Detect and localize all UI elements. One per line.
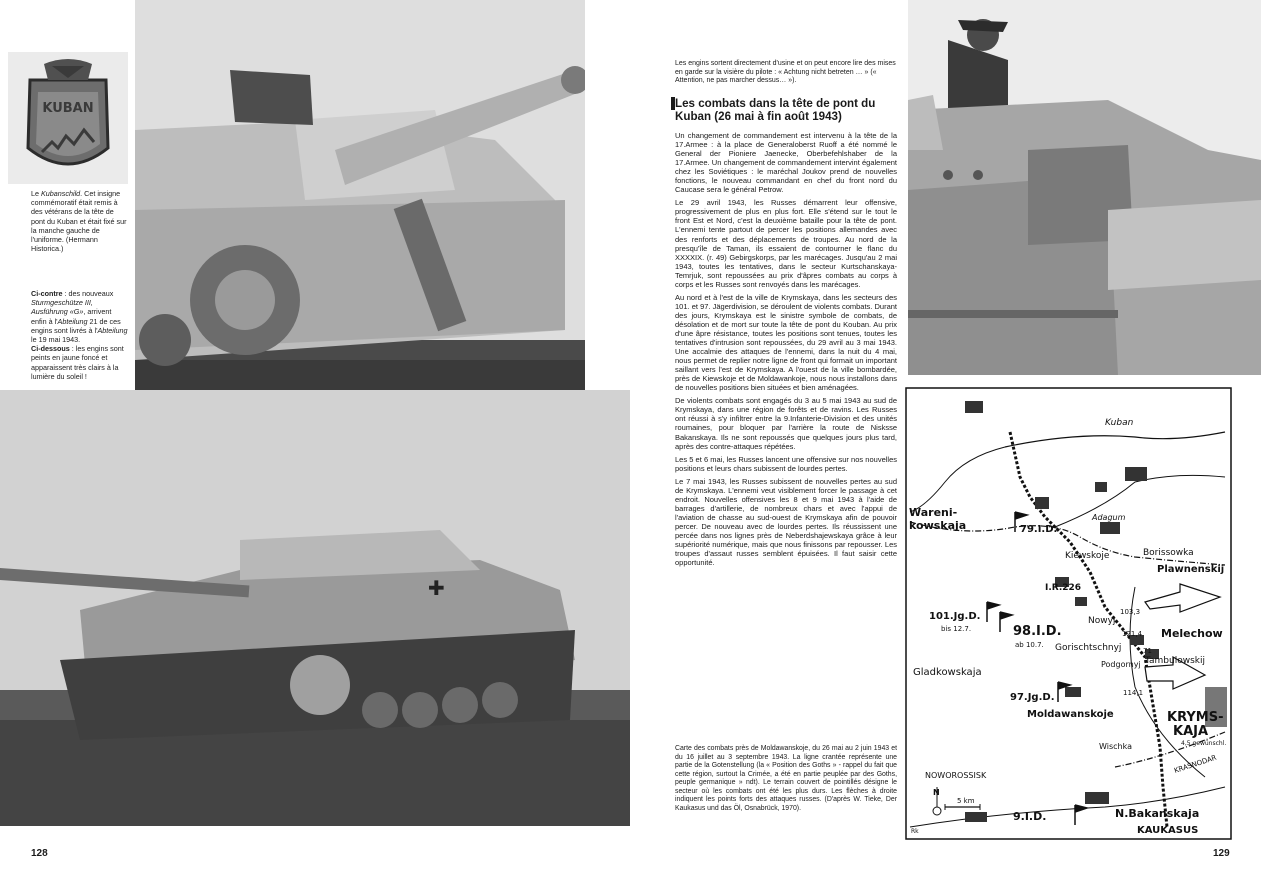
map-label-97jgd: 97.Jg.D. bbox=[1010, 692, 1055, 703]
map-label-wareni: Wareni- bbox=[909, 506, 958, 519]
paragraph: Un changement de commandement est intervenu à la tête de la 17.Armee : à la place de Generaloberst Ruoff a été nommé le General der Pioniere Jaenecke, Oberbefehlshaber de la 17.Armee. Un changement de commandement intervint également chez les Soviétiques : le maréchal Joukov prend de nouvelles fonctions, le nouveau commandant en chef du front nord du Caucase sera le général Petrow. bbox=[675, 131, 897, 195]
map-label-moldawanskoje: Moldawanskoje bbox=[1027, 709, 1114, 720]
map-caption: Carte des combats près de Moldawanskoje, du 26 mai au 2 juin 1943 et du 16 juillet au 3 septembre 1943. La ligne crantée représente une partie de la Gotenstellung (la « Position des Goths » - rappel du fait que cette région, surtout la Crimée, a été en partie peuplée par des Goths, peuple germanique » ndt). Le terrain couvert de pointillés désigne le secteur où les combats ont été les plus durs. Les flèches à droite indiquent les points forts des attaques russes. (D'après W. Tieke, Der Kaukasus und das Öl, Osnabrück, 1970). bbox=[675, 745, 897, 812]
map-label-kiewskoje: Kiewskoje bbox=[1065, 551, 1110, 561]
map-label-1214: 121,4 bbox=[1122, 630, 1143, 638]
paragraph: Le 7 mai 1943, les Russes subissent de nouvelles pertes au sud de Krymskaya. L'ennemi veut visiblement forcer le passage à cet endroit. Nouvelles offensives les 8 et 9 mai 1943 à l'aide de barrages d'artillerie, de nombreux chars et avec l'appui de l'aviation de chasse au sud-ouest de Krymskaya afin de pouvoir percer. De nouveau avec de lourdes pertes. Ils réussissent une percée dans nos lignes près de Neberdshajewskaya grâce à leur supériorité numérique, mais que nous finissons par repousser. Les troupes d'assaut russes semblent épuisées. Il faut saisir cette opportunité. bbox=[675, 476, 897, 568]
map-label-scale: 5 km bbox=[957, 797, 975, 805]
map-label-71: 71 bbox=[1143, 647, 1152, 655]
map-label-1141: 114,1 bbox=[1123, 689, 1144, 697]
map-label-9id: 9.I.D. bbox=[1013, 810, 1047, 823]
map-label-wischka: Wischka bbox=[1099, 742, 1132, 751]
map-label-krasnodar: KRASNODAR bbox=[1173, 753, 1218, 775]
battle-map bbox=[905, 387, 1232, 840]
map-label-nowyj: Nowyj bbox=[1088, 616, 1116, 626]
map-label-101jgd: 101.Jg.D. bbox=[929, 611, 981, 622]
map-label-gladkowskaja: Gladkowskaja bbox=[913, 667, 982, 678]
map-label-plawnenskij: Plawnenskij bbox=[1157, 564, 1225, 575]
page-number-right: 129 bbox=[1213, 848, 1230, 859]
map-label-initials: Rk bbox=[911, 828, 919, 835]
map-label-adagum: Adagum bbox=[1092, 513, 1126, 522]
map-label-98id: 98.I.D. bbox=[1013, 624, 1062, 639]
map-label-79id: 79.I.D. bbox=[1020, 524, 1058, 535]
section-heading: Les combats dans la tête de pont du Kuban (26 mai à fin août 1943) bbox=[675, 97, 897, 123]
map-label-bakanskaja: N.Bakanskaja bbox=[1115, 807, 1200, 820]
map-label-ab107: ab 10.7. bbox=[1015, 641, 1044, 649]
stug-photo-bottom bbox=[0, 390, 630, 826]
map-label-noworossisk: NOWOROSSISK bbox=[925, 771, 987, 780]
map-label-kuban: Kuban bbox=[1105, 418, 1134, 428]
map-label-tambulowskij: Tambulowskij bbox=[1145, 656, 1205, 666]
map-label-kowskaja: kowskaja bbox=[909, 519, 967, 532]
map-label-podgornyj: Podgornyj bbox=[1101, 660, 1141, 669]
map-label-krymskaja-1: KRYMS- bbox=[1167, 710, 1224, 725]
paragraph: Les 5 et 6 mai, les Russes lancent une offensive sur nos nouvelles positions et leurs chars subissent de lourdes pertes. bbox=[675, 454, 897, 473]
map-label-melechow: Melechow bbox=[1161, 627, 1223, 640]
map-label-krymskaja-2: KAJA bbox=[1173, 724, 1209, 739]
article-body bbox=[675, 131, 897, 571]
page-number-left: 128 bbox=[31, 848, 48, 859]
map-label-ir226: I.R.226 bbox=[1045, 583, 1082, 593]
paragraph: Au nord et à l'est de la ville de Krymskaya, dans les secteurs des 101. et 97. Jägerdivision, se déroulent de violents combats. Durant des jours, Krymskaya est le sinistre symbole de combats, de désolation et de mort sur toute la tête de pont du Kouban. Au prix d'une âpre résistance, toutes les positions sont tenues, toutes les tentatives d'intrusion sont repoussées, du 29 avril au 3 mai 1943. Une accalmie des attaques de l'ennemi, dans la nuit du 4 mai, nous permet de replier notre ligne de front qui formait un important saillant vers l'est de Krymskaya. A l'ouest de la ville bombardée, près de Kiewskoje et de Moldawankoje, nous nous installons dans de nouvelles positions bien situées et bien aménagées. bbox=[675, 292, 897, 393]
paragraph: Le 29 avril 1943, les Russes démarrent leur offensive, progressivement de plus en plus fort. Elle s'étend sur le tout le front Est et Nord, c'est la deuxième bataille pour la tête de pont. L'ennemi tente partout de percer les positions allemandes avec des renforts et des déplacements de troupes. Au nord de la presqu'île de Taman, ils essaient de contourner le flanc du XXXXIX. (r. 49) Gebirgskorps, par les marécages. Jusqu'au 2 mai 1943, toutes les tentatives, dans le secteur Kurtschanskaya-Temrjuk, sont repoussées au prix d'âpres combats au corps à corps et les Russes sont renvoyés dans les marécages. bbox=[675, 198, 897, 289]
map-label-gorischtschnyj: Gorischtschnyj bbox=[1055, 643, 1122, 653]
kubanschild-photo bbox=[8, 52, 128, 184]
photo-caption: Ci-contre : des nouveaux Sturmgeschütze III, Ausführung «G», arrivent enfin à l'Abteilung 21 de ces engins sont livrés à l'Abteilung le 19 mai 1943. Ci-dessous : les engins sont peints en jaune foncé et apparaissent très clairs à la lumière du soleil ! bbox=[31, 289, 128, 381]
map-label-bis127: bis 12.7. bbox=[941, 625, 972, 633]
paragraph: De violents combats sont engagés du 3 au 5 mai 1943 au sud de Krymskaya, dans une région de forêts et de ravins. Les Russes ont réussi à s'y infiltrer entre la 9.Infanterie-Division et des unités roumaines, pour bloquer par l'arrière la route de Nisksse Bakanskaya. Ils ne sont repoussés que quelques jours plus tard, après des contre-attaques répétées. bbox=[675, 396, 897, 451]
kubanschild-caption: Le Kubanschild. Cet insigne commémoratif était remis à des vétérans de la tête de pont du Kuban et était fixé sur la manche gauche de l'uniforme. (Hermann Historica.) bbox=[31, 189, 127, 254]
map-label-kaukasus: KAUKASUS bbox=[1137, 825, 1199, 836]
map-label-45km: 4,5 gewünschl. bbox=[1181, 740, 1227, 747]
svg-text:✚: ✚ bbox=[428, 576, 445, 600]
stug-crew-photo bbox=[908, 0, 1261, 375]
map-label-north: N bbox=[933, 788, 940, 797]
top-photo-caption: Les engins sortent directement d'usine et on peut encore lire des mises en garde sur la visière du pilote : « Achtung nicht betreten … » (« Attention, ne pas marcher dessus… »). bbox=[675, 60, 896, 85]
svg-text:KUBAN: KUBAN bbox=[42, 101, 94, 116]
map-label-borissowka: Borissowka bbox=[1143, 548, 1194, 558]
map-label-1033: 103,3 bbox=[1120, 608, 1141, 616]
